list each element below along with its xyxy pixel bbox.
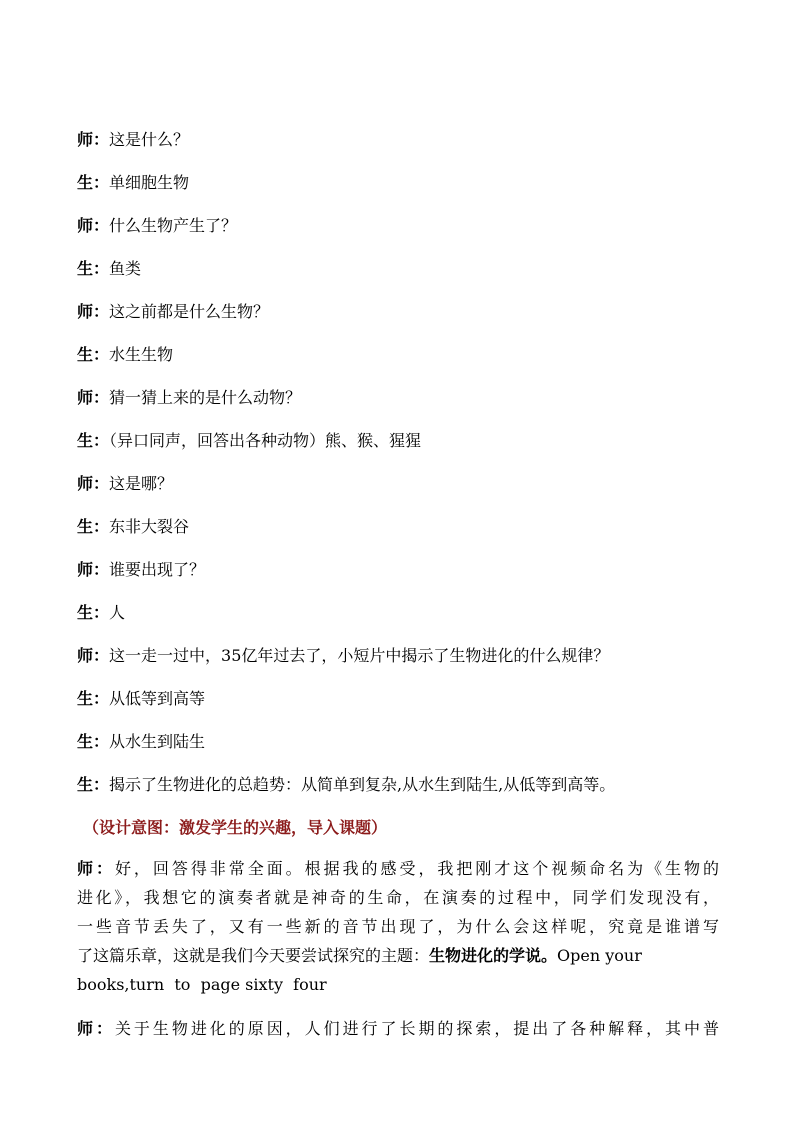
dialogue-line (77, 388, 301, 408)
speaker-label: 师： (77, 560, 110, 579)
dialogue-text: （异口同声，回答出各种动物）熊、猴、猩猩 (109, 431, 422, 450)
dialogue-text: 这之前都是什么生物？ (109, 302, 270, 321)
speaker-label: 师： (77, 646, 110, 665)
speaker-label: 生： (77, 345, 110, 364)
dialogue-text: 单细胞生物 (109, 173, 190, 192)
paragraph-line: books,turn to page sixty four (77, 975, 327, 994)
paragraph-line (77, 941, 719, 970)
topic-title: 生物进化的学说。 (429, 946, 558, 965)
dialogue-text: 水生生物 (109, 345, 174, 364)
dialogue-text: 从水生到陆生 (109, 732, 206, 751)
dialogue-text: 人 (109, 603, 126, 622)
speaker-label: 生： (77, 431, 110, 450)
dialogue-line (77, 775, 615, 795)
speaker-label: 师： (77, 388, 110, 407)
dialogue-text: 这一走一过中，35亿年过去了，小短片中揭示了生物进化的什么规律？ (109, 646, 610, 665)
speaker-label: 生： (77, 732, 110, 751)
dialogue-text: 什么生物产生了？ (109, 216, 238, 235)
speaker-label: 生： (77, 173, 110, 192)
dialogue-line (77, 517, 189, 537)
paragraph-line: 进化》，我想它的演奏者就是神奇的生命，在演奏的过程中，同学们发现没有， (77, 888, 719, 907)
speaker-label: 生： (77, 517, 110, 536)
dialogue-text: 揭示了生物进化的总趋势：从简单到复杂,从水生到陆生,从低等到高等。 (109, 775, 616, 794)
speaker-label: 师： (77, 859, 115, 878)
design-note: （设计意图：激发学生的兴趣，导入课题） (83, 818, 388, 837)
dialogue-text: 这是什么？ (109, 130, 190, 149)
dialogue-text: 鱼类 (109, 259, 142, 278)
dialogue-text: 谁要出现了？ (109, 560, 206, 579)
speaker-label: 师： (77, 130, 110, 149)
dialogue-line (77, 130, 189, 150)
dialogue-line (77, 474, 173, 494)
dialogue-line (77, 560, 205, 580)
teacher-paragraph (77, 854, 719, 999)
dialogue-line (77, 732, 205, 752)
dialogue-text: 这是哪？ (109, 474, 174, 493)
speaker-label: 师： (77, 474, 110, 493)
dialogue-line (77, 173, 189, 193)
dialogue-line (77, 216, 237, 236)
speaker-label: 生： (77, 775, 110, 794)
teacher-paragraph (77, 1014, 719, 1043)
paragraph-text: 好，回答得非常全面。根据我的感受，我把刚才这个视频命名为《生物的 (114, 859, 719, 878)
dialogue-text: 从低等到高等 (109, 689, 206, 708)
speaker-label: 生： (77, 603, 110, 622)
speaker-label: 师： (77, 302, 110, 321)
paragraph-text: Open your (557, 946, 642, 965)
paragraph-text: 关于生物进化的原因，人们进行了长期的探索，提出了各种解释，其中普 (114, 1019, 719, 1038)
paragraph-line: 一些音节丢失了，又有一些新的音节出现了，为什么会这样呢，究竟是谁谱写 (77, 917, 719, 936)
dialogue-line (77, 603, 125, 623)
paragraph-line (77, 1014, 719, 1043)
speaker-label: 生： (77, 259, 110, 278)
paragraph-text: 了这篇乐章，这就是我们今天要尝试探究的主题： (77, 946, 430, 965)
dialogue-text: 东非大裂谷 (109, 517, 190, 536)
dialogue-line (77, 302, 269, 322)
speaker-label: 师： (77, 1019, 115, 1038)
dialogue-line (77, 345, 173, 365)
dialogue-line (77, 431, 421, 451)
dialogue-line (77, 646, 609, 666)
speaker-label: 生： (77, 689, 110, 708)
paragraph-line (77, 854, 719, 883)
dialogue-text: 猜一猜上来的是什么动物？ (109, 388, 302, 407)
dialogue-line (77, 689, 205, 709)
speaker-label: 师： (77, 216, 110, 235)
dialogue-line (77, 259, 141, 279)
